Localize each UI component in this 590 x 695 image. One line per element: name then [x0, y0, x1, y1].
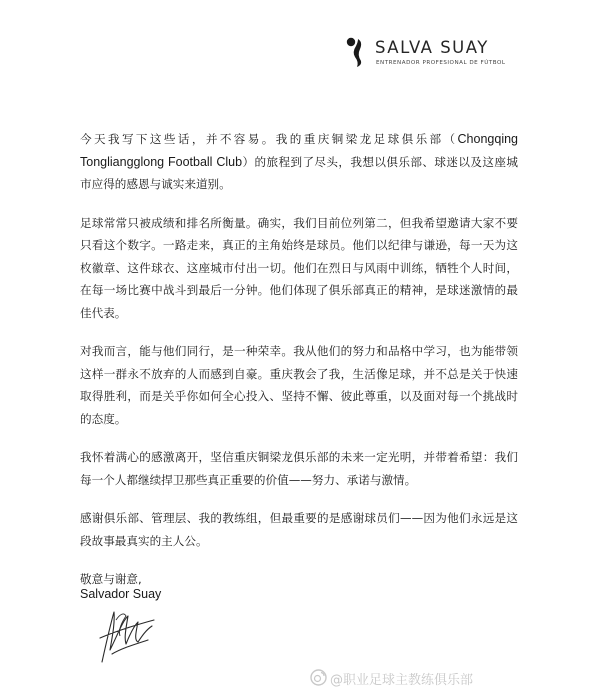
- brand-name: SALVA SUAY: [375, 38, 489, 57]
- club-english-name: Chongqing Tongliangglong Football Club: [80, 132, 518, 169]
- closing-line: 敬意与谢意,: [80, 572, 142, 586]
- handwritten-signature: [92, 604, 162, 666]
- weibo-watermark: [310, 667, 582, 689]
- paragraph-3: 对我而言，能与他们同行，是一种荣幸。我从他们的努力和品格中学习，也为能带领这样一群永不放弃的人而感到自豪。重庆教会了我，生活像足球，并不总是关于快速取得胜利，而是关乎你如何全心投入、坚持不懈、彼此尊重，以及面对每一个挑战时的态度。: [80, 344, 518, 426]
- brand-tagline: ENTRENADOR PROFESIONAL DE FÚTBOL: [376, 60, 506, 66]
- paragraph-1-end: ）的旅程到了尽头，我想以俱乐部、球迷以及这座城市应得的感恩与诚实来道别。: [80, 154, 518, 191]
- paragraph-1-start: 今天我写下这些话，并不容易。我的重庆铜梁龙足球俱乐部（: [80, 132, 458, 146]
- paragraph-4: 我怀着满心的感激离开，坚信重庆铜梁龙俱乐部的未来一定光明，并带着希望：我们每一个人都继续捍卫那些真正重要的价值——努力、承诺与激情。: [80, 450, 518, 487]
- letter-body: [80, 128, 518, 607]
- weibo-logo-icon: [310, 669, 327, 686]
- paragraph-1: [80, 128, 518, 196]
- paragraph-2: 足球常常只被成绩和排名所衡量。确实，我们目前位列第二，但我希望邀请大家不要只看这个数字。一路走来，真正的主角始终是球员。他们以纪律与谦逊，每一天为这枚徽章、这件球衣、这座城市付出一切。他们在烈日与风雨中训练，牺牲个人时间，在每一场比赛中战斗到最后一分钟。他们体现了俱乐部真正的精神，是球迷激情的最佳代表。: [80, 215, 518, 320]
- letterhead: [345, 36, 545, 76]
- signature-name: Salvador Suay: [80, 587, 162, 601]
- watermark-text: @职业足球主教练俱乐部: [330, 673, 474, 688]
- paragraph-5: 感谢俱乐部、管理层、我的教练组，但最重要的是感谢球员们——因为他们永远是这段故事最真实的主人公。: [80, 511, 518, 548]
- football-player-logo-icon: [345, 36, 367, 68]
